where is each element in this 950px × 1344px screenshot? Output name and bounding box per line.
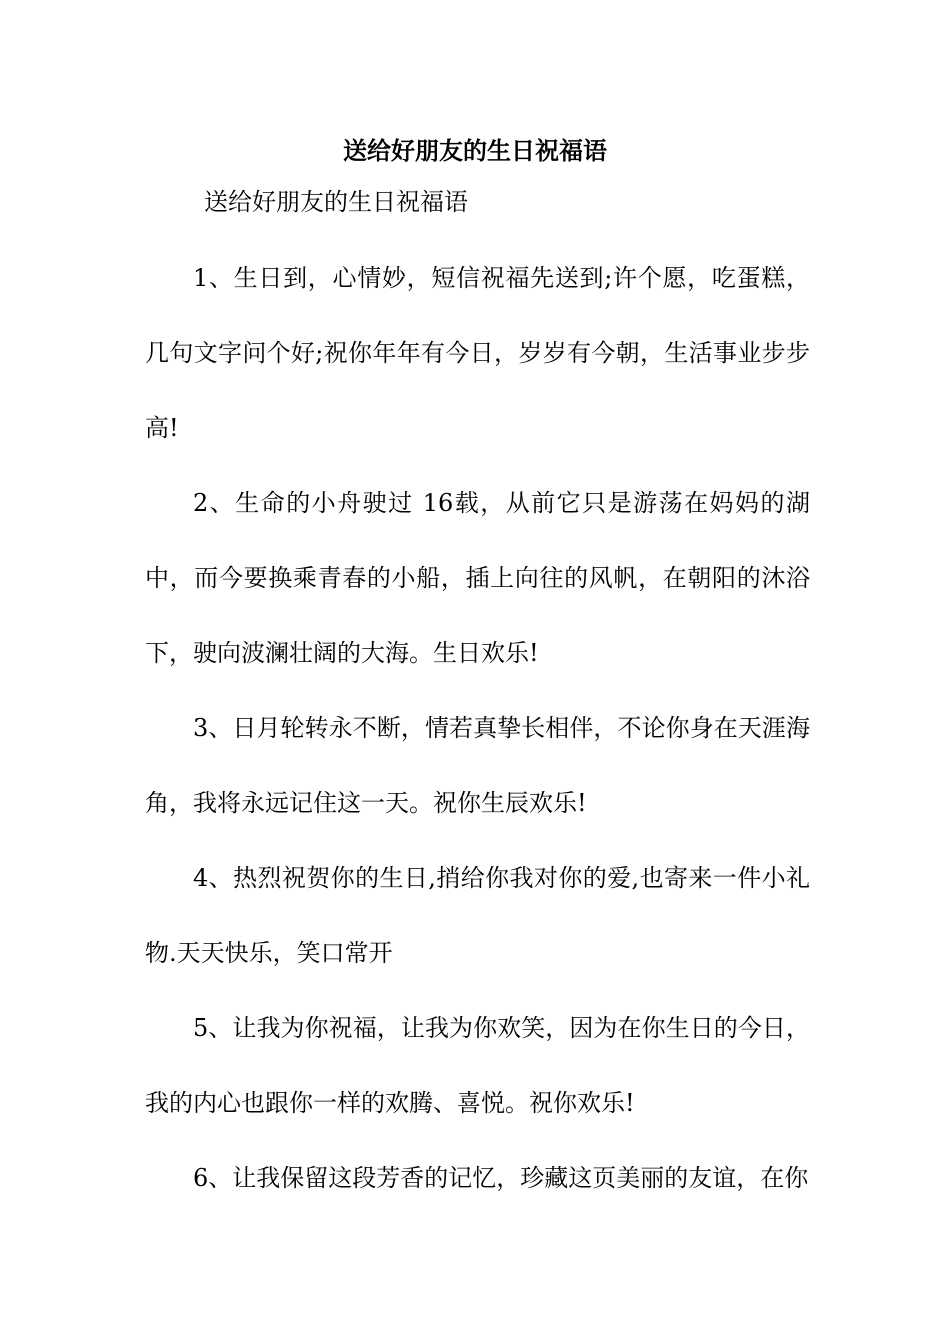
paragraph-6: 6、让我保留这段芳香的记忆，珍藏这页美丽的友谊，在你 — [193, 1164, 809, 1192]
document-subtitle: 送给好朋友的生日祝福语 — [204, 188, 468, 216]
document-body — [145, 241, 810, 1216]
paragraph-2: 2、生命的小舟驶过 16载，从前它只是游荡在妈妈的湖中，而今要换乘青春的小船，插上向往的风帆，在朝阳的沐浴下，驶向波澜壮阔的大海。生日欢乐! — [145, 489, 810, 667]
paragraph-5: 5、让我为你祝福，让我为你欢笑，因为在你生日的今日，我的内心也跟你一样的欢腾、喜悦。祝你欢乐! — [145, 1014, 810, 1117]
paragraph-1: 1、生日到，心情妙，短信祝福先送到;许个愿，吃蛋糕，几句文字问个好;祝你年年有今日，岁岁有今朝，生活事业步步高! — [145, 264, 810, 442]
document-title: 送给好朋友的生日祝福语 — [343, 136, 607, 165]
paragraph-3: 3、日月轮转永不断，情若真挚长相伴，不论你身在天涯海角，我将永远记住这一天。祝你生辰欢乐! — [145, 714, 810, 817]
paragraph-4: 4、热烈祝贺你的生日,捎给你我对你的爱,也寄来一件小礼物.天天快乐，笑口常开 — [145, 864, 810, 967]
